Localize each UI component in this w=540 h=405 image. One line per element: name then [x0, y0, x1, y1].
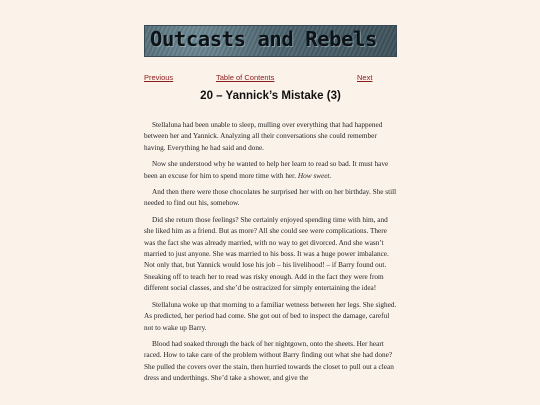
paragraph-emphasis: How sweet.: [297, 171, 332, 180]
paragraph: [144, 187, 397, 210]
paragraph: [144, 215, 397, 295]
table-of-contents-link[interactable]: Table of Contents: [216, 73, 275, 82]
site-banner[interactable]: [144, 25, 397, 57]
paragraph-text: Stellaluna had been unable to sleep, mulling over everything that had happened between her and Yannick. Analyzing all their conversations she could remember having. Everything he had said and done.: [144, 121, 383, 152]
paragraph-text: Blood had soaked through the back of her nightgown, onto the sheets. Her heart raced. How to take care of the problem without Barry finding out what she had done? She pulled the covers over the stain, then hurried towards the closet to pull out a clean dress and underthings. She’d take a shower, and give the: [144, 339, 394, 383]
site-title: Outcasts and Rebels: [150, 27, 377, 51]
paragraph: [144, 300, 397, 334]
paragraph: [144, 120, 397, 154]
chapter-title: 20 – Yannick’s Mistake (3): [200, 90, 341, 102]
paragraph-text: Did she return those feelings? She certainly enjoyed spending time with him, and she liked him as a friend. But as more? All she could see were complications. There was the fact she was already married, with no way to get divorced. And she wasn’t married to just anyone. She was married to his boss. It was a huge power imbalance. Not only that, but Yannick would lose his job – his livelihood! – if Barry found out. Sneaking off to teach her to read was risky enough. Add in the fact they were from different social classes, and she’d be ostracized for simply entertaining the idea!: [144, 215, 389, 293]
chapter-navigation: [144, 73, 397, 83]
previous-link[interactable]: Previous: [144, 73, 174, 82]
paragraph: [144, 339, 397, 385]
story-text: [144, 120, 397, 390]
paragraph: [144, 159, 397, 182]
paragraph-text: Now she understood why he wanted to help her learn to read so bad. It must have been an excuse for him to spend more time with her.: [144, 160, 389, 180]
paragraph-text: Stellaluna woke up that morning to a familiar wetness between her legs. She sighed. As predicted, her period had come. She got out of bed to inspect the damage, careful not to wake up Barry.: [144, 300, 397, 332]
next-link[interactable]: Next: [357, 73, 373, 82]
paragraph-text: And then there were those chocolates he surprised her with on her birthday. She still needed to find out his, somehow.: [144, 188, 397, 208]
